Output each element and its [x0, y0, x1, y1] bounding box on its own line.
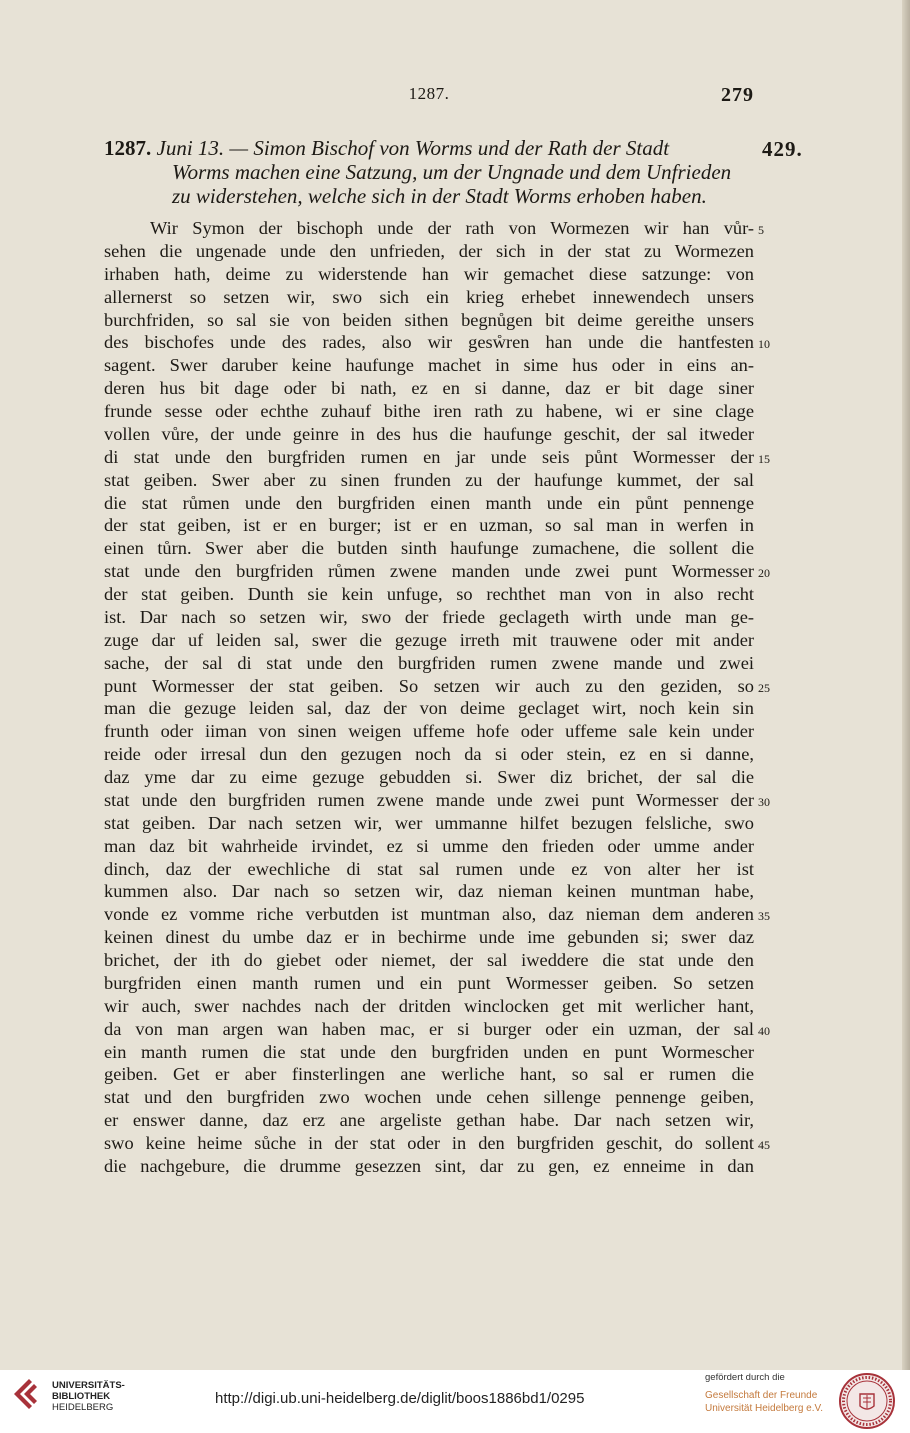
text-line: ein manth rumen die stat unde den burgfriden unden en punt Wormescher [104, 1041, 754, 1062]
funder-name-line-1: Gesellschaft der Freunde [705, 1390, 818, 1401]
line-number: 30 [758, 795, 770, 809]
text-line: die nachgebure, die drumme gesezzen sint, dar zu gen, ez enneime in dan [104, 1155, 754, 1176]
text-line: einen tůrn. Swer aber die butden sinth haufunge zumachene, die sollent die [104, 538, 754, 559]
text-line: man die gezuge leiden sal, daz der von deime geclaget wirt, noch kein sin [104, 698, 754, 719]
line-number: 15 [758, 451, 770, 466]
line-number: 45 [758, 1138, 770, 1153]
heading-line-3: zu widerstehen, welche sich in der Stadt Worms erhoben haben. [172, 184, 707, 208]
funded-by-label: gefördert durch die [705, 1372, 785, 1383]
text-line: da von man argen wan haben mac, er si burger oder ein uzman, der sal [104, 1018, 754, 1039]
text-line: stat geiben. Dar nach setzen wir, wer ummanne hilfet bezugen felsliche, swo [104, 812, 754, 833]
page-number: 279 [721, 84, 754, 106]
text-line: reide oder irresal dun den gezugen noch da si oder stein, ez en si danne, [104, 744, 754, 765]
text-line: der stat geiben, ist er en burger; ist er en uzman, so sal man in werfen in [104, 515, 754, 536]
text-line: daz yme dar zu eime gezuge gebudden si. Swer diz brichet, der sal die [104, 767, 754, 787]
digitization-footer [0, 1370, 910, 1433]
text-line: wir auch, swer nachdes nach der dritden winclocken get mit werlicher hant, [104, 995, 754, 1016]
document-heading [104, 136, 764, 208]
page-edge-shadow [902, 0, 910, 1370]
text-line: irhaben hath, deime zu widerstende han wir gemachet diese satzunge: von [104, 263, 754, 284]
text-line: stat und den burgfriden zwo wochen unde cehen sillenge pennenge geiben, [104, 1087, 754, 1108]
text-line: des bischofes unde des rades, also wir gesẘren han unde die hantfesten [104, 332, 754, 353]
text-line: stat geiben. Swer aber zu sinen frunden zu der haufunge kummet, der sal [104, 469, 754, 490]
text-line: deren hus bit dage oder bi nath, ez en si danne, daz er bit dage siner [104, 378, 754, 399]
text-line: burchfriden, so sal sie von beiden sithen begnůgen bit deime gereithe unsers [104, 309, 754, 330]
funder-name[interactable] [705, 1389, 835, 1415]
text-line: sagent. Swer daruber keine haufunge machet in sime hus oder in eins an- [104, 355, 754, 376]
ub-heidelberg-logo-icon[interactable] [10, 1374, 48, 1412]
text-line: keinen dinest du umbe daz er in bechirme unde ime gebunden si; swer daz [104, 927, 754, 948]
text-line: kummen also. Dar nach so setzen wir, daz nieman keinen muntman habe, [104, 881, 754, 902]
text-line: geiben. Get er aber finsterlingen ane werliche hant, so sal er rumen die [104, 1064, 754, 1085]
text-line: ist. Dar nach so setzen wir, swo der friede geclageth wirth unde man ge- [104, 606, 754, 627]
document-number: 429. [762, 137, 803, 161]
text-line: stat unde den burgfriden rumen zwene mande unde zwei punt Wormesser der [104, 789, 754, 810]
line-number: 5 [758, 223, 764, 237]
text-line: punt Wormesser der stat geiben. So setzen wir auch zu den geziden, so [104, 675, 754, 696]
text-line: brichet, der ith do giebet oder niemet, der sal iweddere die stat unde den [104, 950, 754, 970]
university-seal-icon[interactable] [838, 1372, 896, 1430]
text-line: vonde ez vomme riche verbutden ist muntman also, daz nieman dem anderen [104, 904, 754, 925]
text-line: burgfriden einen manth rumen und ein punt Wormesser geiben. So setzen [104, 972, 754, 993]
text-line: er enswer danne, daz erz ane argeliste gethan habe. Dar nach setzen wir, [104, 1110, 754, 1131]
text-line: der stat geiben. Dunth sie kein unfuge, so rechthet man von in also recht [104, 584, 754, 604]
library-name-line-2: BIBLIOTHEK [52, 1391, 111, 1402]
body-text [104, 217, 754, 1178]
line-number: 20 [758, 566, 770, 581]
library-name-line-1: UNIVERSITÄTS- [52, 1380, 125, 1391]
text-line: frunth oder iiman von sinen weigen uffeme hofe oder uffeme sale kein under [104, 721, 754, 742]
text-line: allernerst so setzen wir, swo sich ein krieg erhebet innewendech unsers [104, 286, 754, 307]
text-line: sehen die ungenade unde den unfrieden, der sich in der stat zu Wormezen [104, 240, 754, 261]
heading-text: Juni 13. — Simon Bischof von Worms und der Rath der Stadt [156, 136, 670, 160]
running-head-year: 1287. [408, 84, 450, 103]
text-line: di stat unde den burgfriden rumen en jar unde seis půnt Wormesser der [104, 446, 754, 467]
text-line: Wir Symon der bischoph unde der rath von Wormezen wir han vůr- [150, 218, 754, 238]
text-line: dinch, daz der ewechliche di stat sal rumen unde ez von alter her ist [104, 858, 754, 879]
text-line: vollen vůre, der unde geinre in des hus die haufunge geschit, der sal itweder [104, 423, 754, 444]
line-number: 10 [758, 337, 770, 352]
text-line: frunde sesse oder echthe zuhauf bithe iren rath zu habene, wi er sine clage [104, 401, 754, 421]
heading-date: 1287. [104, 136, 152, 160]
running-head [104, 84, 754, 110]
text-line: die stat růmen unde den burgfriden einen manth unde ein půnt pennenge [104, 492, 754, 513]
line-number: 40 [758, 1023, 770, 1038]
library-name-line-3: HEIDELBERG [52, 1402, 114, 1413]
text-line: man daz bit wahrheide irvindet, ez si umme den frieden oder umme ander [104, 835, 754, 856]
heading-line-1 [104, 136, 764, 160]
heading-line-2: Worms machen eine Satzung, um der Ungnade und dem Unfrieden [172, 160, 732, 184]
library-name[interactable] [52, 1380, 125, 1413]
line-number: 25 [758, 680, 770, 695]
text-line: zuge dar uf leiden sal, swer die gezuge irreth mit trauwene oder mit ander [104, 629, 754, 650]
line-number: 35 [758, 909, 770, 924]
permalink-url[interactable]: http://digi.ub.uni-heidelberg.de/diglit/boos1886bd1/0295 [215, 1390, 585, 1407]
funder-name-line-2: Universität Heidelberg e.V. [705, 1403, 824, 1414]
text-line: sache, der sal di stat unde den burgfriden rumen zwene mande und zwei [104, 652, 754, 673]
text-line: swo keine heime sůche in der stat oder in den burgfriden geschit, do sollent [104, 1133, 754, 1153]
text-line: stat unde den burgfriden růmen zwene manden unde zwei punt Wormesser [104, 561, 754, 582]
